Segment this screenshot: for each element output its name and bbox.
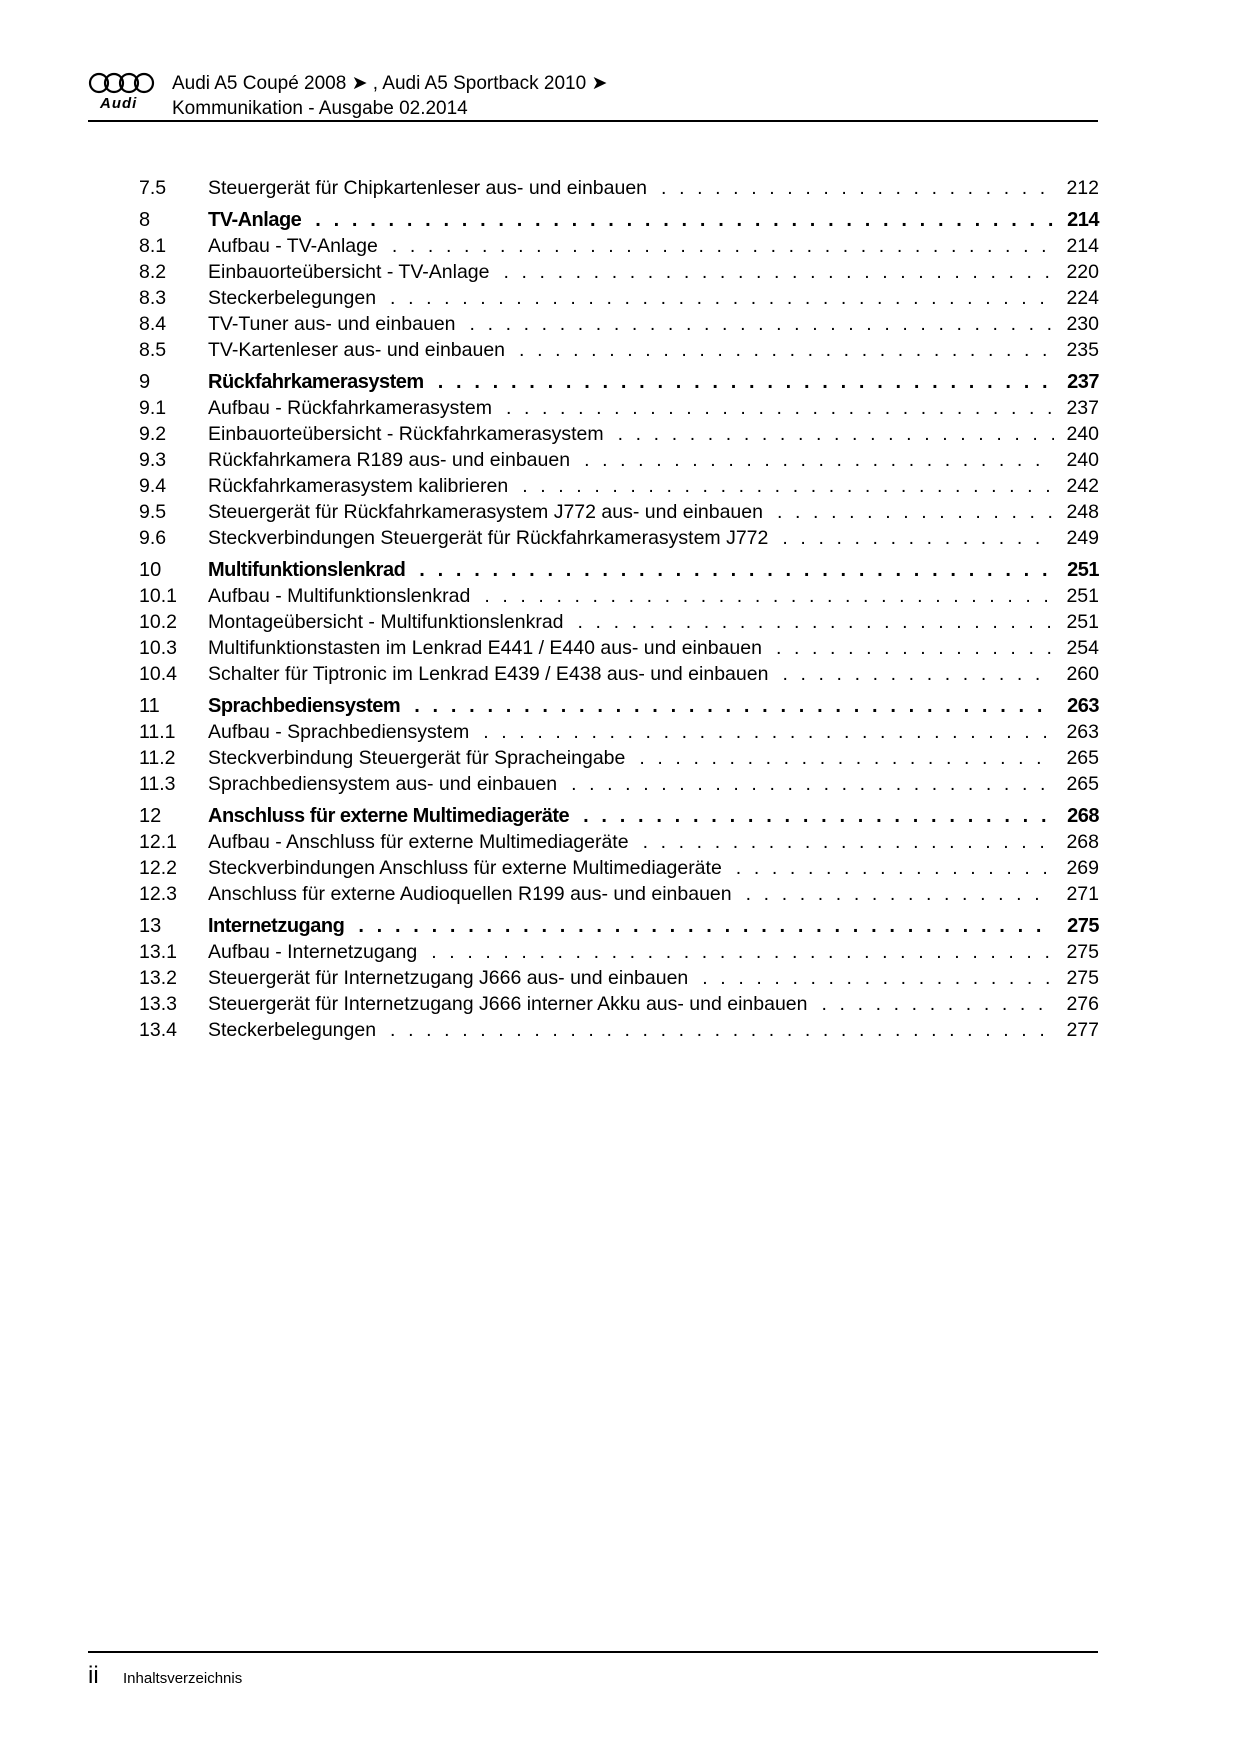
toc-chapter-group [139,557,1099,687]
toc-title: Anschluss für externe Multimediageräte [208,805,570,827]
toc-page-number: 275 [1066,941,1099,963]
toc-title: Steckverbindungen Anschluss für externe Multimediageräte [208,857,722,879]
dot-leader [583,803,1055,829]
dot-leader [782,661,1054,687]
toc-number: 10.2 [139,611,177,633]
toc-number: 9.6 [139,527,167,549]
toc-number: 10.1 [139,585,177,607]
toc-title: Steuergerät für Internetzugang J666 interner Akku aus- und einbauen [208,993,808,1015]
toc-entry-row[interactable] [139,337,1099,363]
toc-chapter-group [139,175,1099,201]
audi-logo-wordmark: Audi [100,95,138,112]
toc-page-number: 224 [1066,287,1099,309]
toc-number: 11 [139,695,160,717]
page-header [88,70,1098,122]
toc-number: 12.2 [139,857,177,879]
header-rule [88,120,1098,122]
toc-entry-row[interactable] [139,829,1099,855]
toc-title: Aufbau - Rückfahrkamerasystem [208,397,492,419]
toc-title: Anschluss für externe Audioquellen R199 aus- und einbauen [208,883,732,905]
toc-title: Montageübersicht - Multifunktionslenkrad [208,611,564,633]
toc-title: TV-Anlage [208,209,302,231]
dot-leader [746,881,1055,907]
toc-entry-row[interactable] [139,881,1099,907]
toc-page-number: 251 [1066,611,1099,633]
dot-leader [358,913,1055,939]
dot-leader [519,337,1054,363]
toc-page-number: 251 [1066,585,1099,607]
toc-chapter-row[interactable] [139,803,1099,829]
toc-number: 13.2 [139,967,177,989]
footer-section-title: Inhaltsverzeichnis [123,1670,243,1687]
toc-title: Rückfahrkamera R189 aus- und einbauen [208,449,571,471]
dot-leader [584,447,1054,473]
toc-entry-row[interactable] [139,991,1099,1017]
toc-page-number: 212 [1066,177,1099,199]
toc-entry-row[interactable] [139,745,1099,771]
toc-number: 8 [139,209,151,231]
toc-title: Steuergerät für Internetzugang J666 aus- und einbauen [208,967,689,989]
toc-title: Sprachbediensystem [208,695,401,717]
toc-number: 11.3 [139,773,176,795]
toc-entry-row[interactable] [139,421,1099,447]
toc-number: 9.1 [139,397,167,419]
toc-page-number: 237 [1066,397,1099,419]
toc-page-number: 263 [1067,695,1099,717]
dot-leader [414,693,1055,719]
dot-leader [777,499,1054,525]
toc-page-number: 268 [1067,805,1099,827]
toc-page-number: 269 [1066,857,1099,879]
toc-title: Steckverbindung Steuergerät für Spracheingabe [208,747,626,769]
dot-leader [506,395,1055,421]
toc-entry-row[interactable] [139,661,1099,687]
toc-entry-row[interactable] [139,311,1099,337]
dot-leader [571,771,1054,797]
dot-leader [390,1017,1054,1043]
toc-title: Multifunktionslenkrad [208,559,406,581]
toc-entry-row[interactable] [139,525,1099,551]
document-model-line: Audi A5 Coupé 2008 ➤ , Audi A5 Sportback 2010 ➤ [172,73,608,94]
toc-entry-row[interactable] [139,583,1099,609]
toc-number: 8.2 [139,261,167,283]
toc-entry-row[interactable] [139,855,1099,881]
toc-title: Rückfahrkamerasystem kalibrieren [208,475,509,497]
toc-title: Aufbau - TV-Anlage [208,235,378,257]
toc-chapter-group [139,207,1099,363]
toc-page-number: 263 [1066,721,1099,743]
toc-chapter-row[interactable] [139,913,1099,939]
toc-entry-row[interactable] [139,635,1099,661]
dot-leader [736,855,1055,881]
toc-page-number: 249 [1066,527,1099,549]
toc-title: Einbauorteübersicht - TV-Anlage [208,261,490,283]
toc-page-number: 237 [1067,371,1099,393]
dot-leader [661,175,1054,201]
toc-page-number: 214 [1067,209,1099,231]
toc-entry-row[interactable] [139,771,1099,797]
toc-page-number: 260 [1066,663,1099,685]
toc-page-number: 214 [1066,235,1099,257]
toc-entry-row[interactable] [139,447,1099,473]
toc-number: 9.3 [139,449,167,471]
toc-entry-row[interactable] [139,259,1099,285]
audi-logo [88,70,156,114]
toc-entry-row[interactable] [139,473,1099,499]
toc-title: Rückfahrkamerasystem [208,371,424,393]
toc-number: 8.4 [139,313,167,335]
toc-number: 12.1 [139,831,177,853]
toc-page-number: 235 [1066,339,1099,361]
toc-title: Schalter für Tiptronic im Lenkrad E439 / E438 aus- und einbauen [208,663,769,685]
dot-leader [419,557,1055,583]
dot-leader [522,473,1054,499]
toc-number: 10 [139,559,162,581]
toc-title: Internetzugang [208,915,345,937]
dot-leader [639,745,1054,771]
toc-number: 11.1 [139,721,176,743]
dot-leader [643,829,1055,855]
dot-leader [431,939,1054,965]
toc-entry-row[interactable] [139,965,1099,991]
toc-page-number: 275 [1066,967,1099,989]
toc-number: 8.1 [139,235,167,257]
toc-chapter-group [139,369,1099,551]
dot-leader [822,991,1055,1017]
toc-number: 7.5 [139,177,167,199]
toc-title: Aufbau - Anschluss für externe Multimediageräte [208,831,629,853]
toc-number: 13.3 [139,993,177,1015]
toc-chapter-row[interactable] [139,369,1099,395]
toc-page-number: 275 [1067,915,1099,937]
toc-chapter-row[interactable] [139,557,1099,583]
toc-page-number: 271 [1066,883,1099,905]
dot-leader [702,965,1054,991]
toc-number: 13 [139,915,162,937]
toc-title: Steuergerät für Chipkartenleser aus- und einbauen [208,177,648,199]
toc-title: Steuergerät für Rückfahrkamerasystem J772 aus- und einbauen [208,501,763,523]
toc-number: 10.4 [139,663,177,685]
toc-entry-row[interactable] [139,175,1099,201]
dot-leader [776,635,1055,661]
toc-number: 12 [139,805,162,827]
toc-number: 9.4 [139,475,167,497]
toc-title: Steckverbindungen Steuergerät für Rückfahrkamerasystem J772 [208,527,769,549]
toc-page-number: 254 [1066,637,1099,659]
dot-leader [503,259,1054,285]
toc-number: 9 [139,371,151,393]
toc-number: 8.5 [139,339,167,361]
dot-leader [618,421,1055,447]
dot-leader [483,719,1054,745]
toc-chapter-row[interactable] [139,693,1099,719]
toc-title: Aufbau - Sprachbediensystem [208,721,470,743]
toc-number: 9.2 [139,423,167,445]
toc-entry-row[interactable] [139,719,1099,745]
toc-entry-row[interactable] [139,939,1099,965]
toc-title: Aufbau - Multifunktionslenkrad [208,585,471,607]
toc-entry-row[interactable] [139,499,1099,525]
toc-page-number: 276 [1066,993,1099,1015]
table-of-contents [139,175,1099,1049]
toc-page-number: 265 [1066,773,1099,795]
toc-number: 10.3 [139,637,177,659]
dot-leader [390,285,1054,311]
toc-title: Aufbau - Internetzugang [208,941,418,963]
toc-entry-row[interactable] [139,395,1099,421]
page-number: ii [88,1662,99,1689]
toc-page-number: 240 [1066,449,1099,471]
dot-leader [470,311,1055,337]
toc-chapter-group [139,803,1099,907]
toc-chapter-group [139,693,1099,797]
dot-leader [315,207,1055,233]
dot-leader [392,233,1055,259]
dot-leader [438,369,1055,395]
toc-title: Multifunktionstasten im Lenkrad E441 / E440 aus- und einbauen [208,637,762,659]
dot-leader [782,525,1054,551]
toc-number: 12.3 [139,883,177,905]
toc-chapter-group [139,913,1099,1043]
toc-page-number: 240 [1066,423,1099,445]
toc-number: 8.3 [139,287,167,309]
toc-title: Steckerbelegungen [208,1019,377,1041]
toc-page-number: 251 [1067,559,1099,581]
toc-chapter-row[interactable] [139,207,1099,233]
toc-number: 9.5 [139,501,167,523]
toc-title: Einbauorteübersicht - Rückfahrkamerasystem [208,423,604,445]
toc-title: Sprachbediensystem aus- und einbauen [208,773,558,795]
footer-rule [88,1651,1098,1653]
toc-page-number: 242 [1066,475,1099,497]
toc-page-number: 265 [1066,747,1099,769]
toc-title: TV-Kartenleser aus- und einbauen [208,339,506,361]
toc-entry-row[interactable] [139,285,1099,311]
dot-leader [484,583,1054,609]
audi-rings-icon [88,72,156,94]
toc-entry-row[interactable] [139,609,1099,635]
toc-title: TV-Tuner aus- und einbauen [208,313,456,335]
document-edition-line: Kommunikation - Ausgabe 02.2014 [172,98,468,119]
toc-page-number: 277 [1066,1019,1099,1041]
toc-number: 13.4 [139,1019,177,1041]
toc-page-number: 220 [1066,261,1099,283]
toc-number: 13.1 [139,941,177,963]
toc-number: 11.2 [139,747,176,769]
toc-entry-row[interactable] [139,233,1099,259]
dot-leader [578,609,1055,635]
toc-page-number: 230 [1066,313,1099,335]
toc-title: Steckerbelegungen [208,287,377,309]
toc-page-number: 268 [1066,831,1099,853]
toc-entry-row[interactable] [139,1017,1099,1043]
toc-page-number: 248 [1066,501,1099,523]
